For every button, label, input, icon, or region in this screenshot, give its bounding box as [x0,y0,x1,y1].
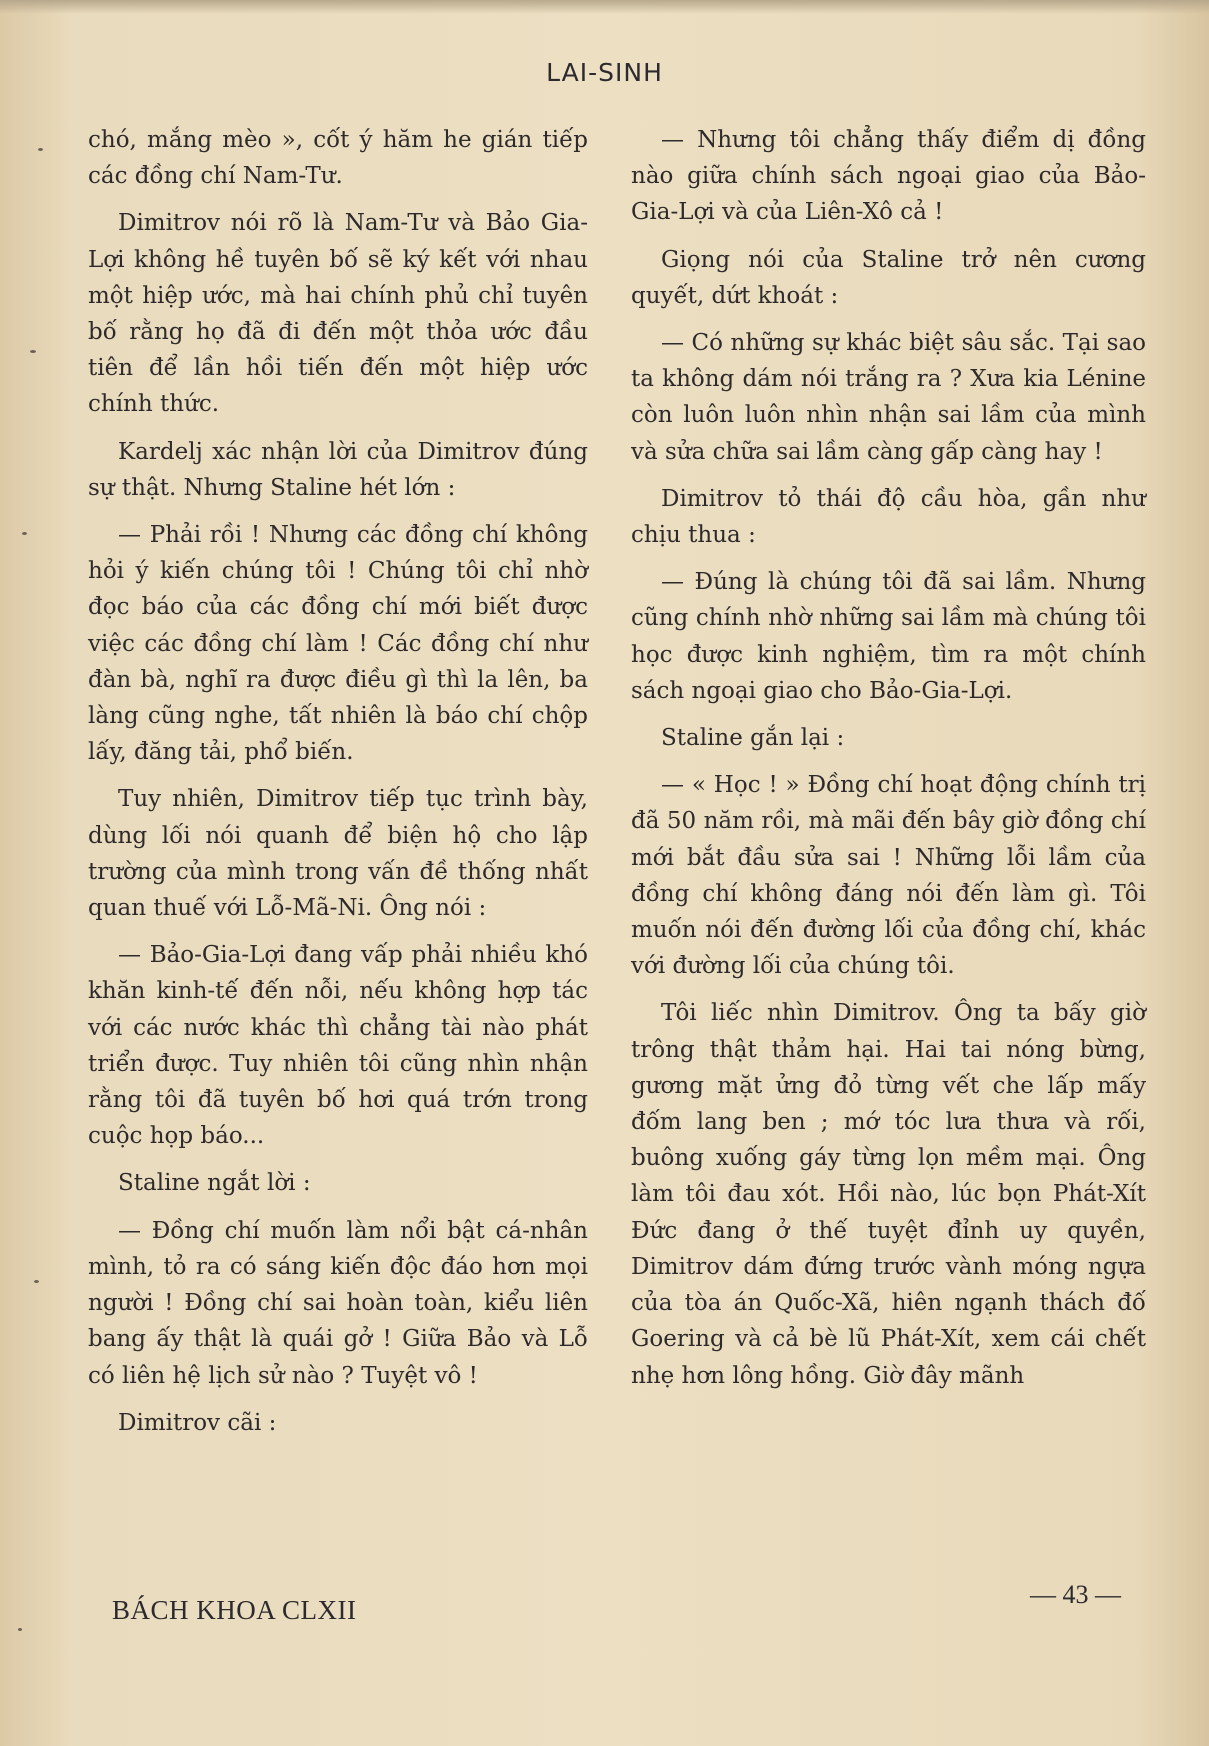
paragraph: Tuy nhiên, Dimitrov tiếp tục trình bày, dùng lối nói quanh để biện hộ cho lập trường của mình trong vấn đề thống nhất quan thuế với Lỗ-Mã-Ni. Ông nói : [88,786,588,922]
paper-speck [38,148,43,151]
paragraph: Kardelj xác nhận lời của Dimitrov đúng sự thật. Nhưng Staline hét lớn : [88,438,588,501]
paper-speck [34,1280,39,1283]
paragraph: Staline gắn lại : [661,725,845,752]
paper-speck [30,350,36,353]
left-column [88,122,588,1452]
page-number: — 43 — [1030,1580,1121,1609]
right-column [631,122,1146,1405]
paper-speck [18,1628,22,1631]
paragraph: — Phải rồi ! Nhưng các đồng chí không hỏi ý kiến chúng tôi ! Chúng tôi chỉ nhờ đọc báo của các đồng chí mới biết được việc các đồng chí làm ! Các đồng chí như đàn bà, nghĩ ra được điều gì thì la lên, ba làng cũng nghe, tất nhiên là báo chí chộp lấy, đăng tải, phổ biến. [88,522,588,766]
paper-speck [22,532,27,535]
top-edge-shadow [0,0,1209,14]
paragraph: Tôi liếc nhìn Dimitrov. Ông ta bấy giờ trông thật thảm hại. Hai tai nóng bừng, gương mặt ửng đỏ từng vết che lấp mấy đốm lang ben ; mớ tóc lưa thưa và rối, buông xuống gáy từng lọn mềm mại. Ông làm tôi đau xót. Hồi nào, lúc bọn Phát-Xít Đức đang ở thế tuyệt đỉnh uy quyền, Dimitrov dám đứng trước vành móng ngựa của tòa án Quốc-Xã, hiên ngạnh thách đố Goering và cả bè lũ Phát-Xít, xem cái chết nhẹ hơn lông hồng. Giờ đây mãnh [631,1000,1146,1389]
paragraph: Staline ngắt lời : [118,1170,311,1197]
paragraph: — Bảo-Gia-Lợi đang vấp phải nhiều khó khăn kinh-tế đến nỗi, nếu không hợp tác với các nước khác thì chẳng tài nào phát triển được. Tuy nhiên tôi cũng nhìn nhận rằng tôi đã tuyên bố hơi quá trớn trong cuộc họp báo... [88,942,588,1150]
paragraph: Giọng nói của Staline trở nên cương quyết, dứt khoát : [631,246,1146,309]
paragraph: — Nhưng tôi chẳng thấy điểm dị đồng nào giữa chính sách ngoại giao của Bảo-Gia-Lợi và của Liên-Xô cả ! [631,127,1146,226]
publication-footer: BÁCH KHOA CLXII [112,1595,357,1625]
paragraph: Dimitrov tỏ thái độ cầu hòa, gần như chịu thua : [631,485,1146,549]
running-header: LAI-SINH [546,58,663,87]
paragraph: — « Học ! » Đồng chí hoạt động chính trị đã 50 năm rồi, mà mãi đến bây giờ đồng chí mới bắt đầu sửa sai ! Những lỗi lầm của đồng chí không đáng nói đến làm gì. Tôi muốn nói đến đường lối của đồng chí, khác với đường lối của chúng tôi. [631,772,1146,980]
paragraph: Dimitrov cãi : [118,1409,277,1436]
paragraph: — Đúng là chúng tôi đã sai lầm. Nhưng cũng chính nhờ những sai lầm mà chúng tôi học được kinh nghiệm, tìm ra một chính sách ngoại giao cho Bảo-Gia-Lợi. [631,569,1146,704]
paragraph: chó, mắng mèo », cốt ý hăm he gián tiếp các đồng chí Nam-Tư. [88,127,588,190]
paragraph: — Có những sự khác biệt sâu sắc. Tại sao ta không dám nói trắng ra ? Xưa kia Lénine còn luôn luôn nhìn nhận sai lầm của mình và sửa chữa sai lầm càng gấp càng hay ! [631,330,1146,465]
paragraph: Dimitrov nói rõ là Nam-Tư và Bảo Gia-Lợi không hề tuyên bố sẽ ký kết với nhau một hiệp ước, mà hai chính phủ chỉ tuyên bố rằng họ đã đi đến một thỏa ước đầu tiên để lần hồi tiến đến một hiệp ước chính thức. [88,210,588,418]
paragraph: — Đồng chí muốn làm nổi bật cá-nhân mình, tỏ ra có sáng kiến độc đáo hơn mọi người ! Đồng chí sai hoàn toàn, kiểu liên bang ấy thật là quái gở ! Giữa Bảo và Lỗ có liên hệ lịch sử nào ? Tuyệt vô ! [88,1217,588,1389]
